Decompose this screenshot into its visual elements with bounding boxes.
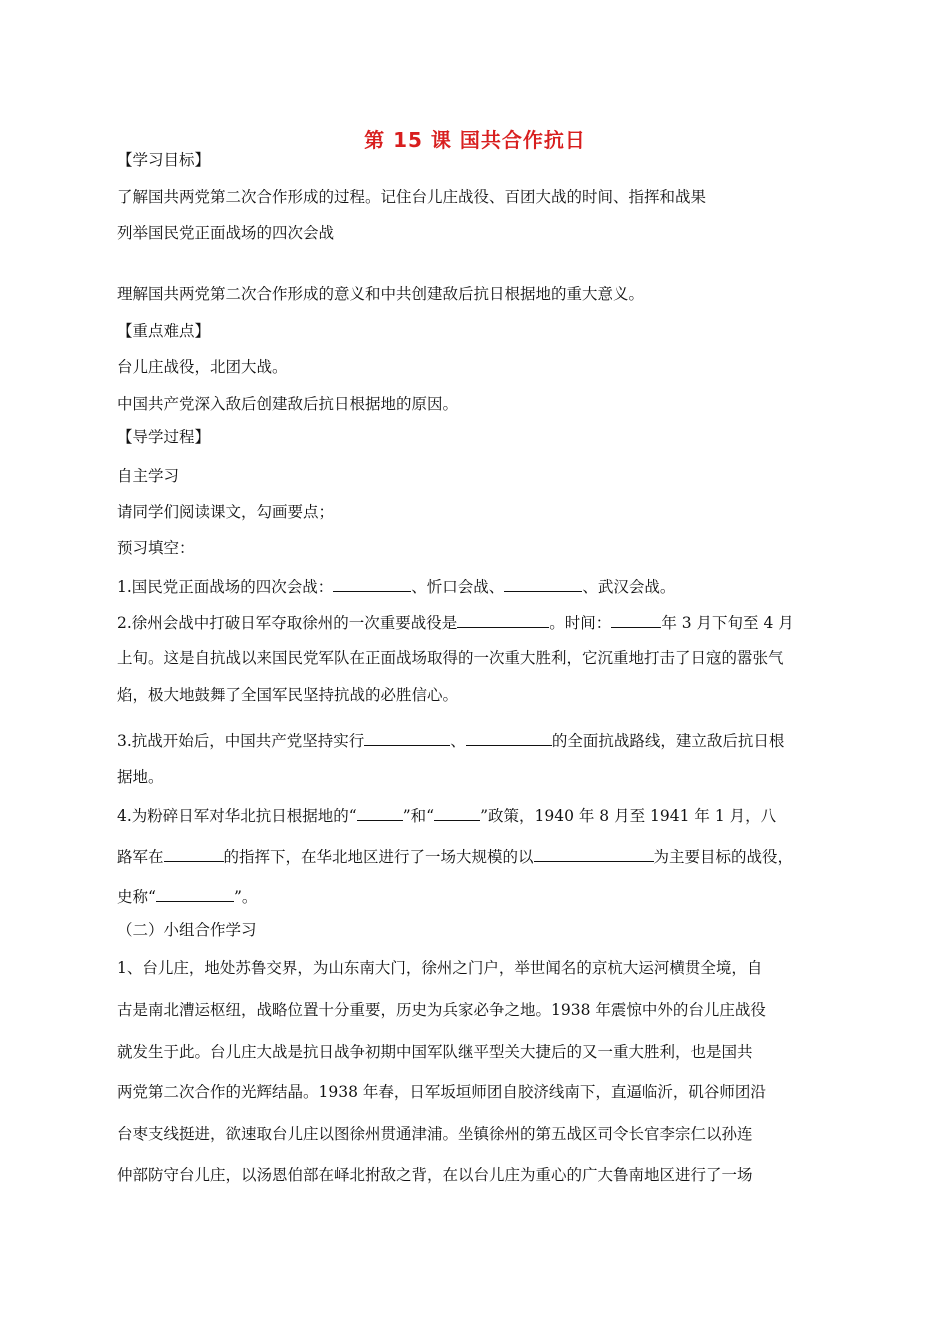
section-heading-key-points: 【重点难点】 [117,322,211,340]
fill-blank[interactable] [364,729,450,746]
question-3-line-1: 3.抗战开始后，中国共产党坚持实行 、 的全面抗战路线，建立敌后抗日根 [117,729,847,751]
self-study-heading: 自主学习 [117,467,180,485]
paragraph-line-5: 台枣支线挺进，欲速取台儿庄以图徐州贯通津浦。坐镇徐州的第五战区司令长官李宗仁以孙连 [117,1125,753,1143]
question-4-line-2: 路军在 的指挥下，在华北地区进行了一场大规模的以 为主要目标的战役， [117,845,847,867]
section-heading-objectives: 【学习目标】 [117,151,211,169]
fill-blank[interactable] [156,885,234,902]
fill-blank[interactable] [434,804,480,821]
objective-line-2: 列举国民党正面战场的四次会战 [117,224,335,242]
fill-blank[interactable] [457,611,549,628]
paragraph-line-6: 仲部防守台儿庄，以汤恩伯部在峄北拊敌之背，在以台儿庄为重心的广大鲁南地区进行了一场 [117,1166,753,1184]
fill-blank[interactable] [466,729,552,746]
preview-fill-heading: 预习填空： [117,539,195,557]
question-1: 1.国民党正面战场的四次会战： 、忻口会战、 、武汉会战。 [117,575,847,597]
instruction-line: 请同学们阅读课文，勾画要点； [117,503,335,521]
question-2-line-3: 焰，极大地鼓舞了全国军民坚持抗战的必胜信心。 [117,686,459,704]
fill-blank[interactable] [534,845,654,862]
paragraph-line-3: 就发生于此。台儿庄大战是抗日战争初期中国军队继平型关大捷后的又一重大胜利，也是国共 [117,1043,753,1061]
fill-blank[interactable] [504,575,582,592]
paragraph-line-2: 古是南北漕运枢纽，战略位置十分重要，历史为兵家必争之地。1938 年震惊中外的台儿庄战役 [117,1001,766,1019]
paragraph-line-1: 1、台儿庄，地处苏鲁交界，为山东南大门，徐州之门户，举世闻名的京杭大运河横贯全境，自 [117,959,763,977]
question-3-line-2: 据地。 [117,768,164,786]
fill-blank[interactable] [611,611,661,628]
section-heading-process: 【导学过程】 [117,428,211,446]
fill-blank[interactable] [164,845,224,862]
key-point-1: 台儿庄战役，北团大战。 [117,358,288,376]
objective-line-3: 理解国共两党第二次合作形成的意义和中共创建敌后抗日根据地的重大意义。 [117,285,645,303]
fill-blank[interactable] [333,575,411,592]
question-4-line-3: 史称“ ”。 [117,885,847,907]
fill-blank[interactable] [357,804,403,821]
question-4-line-1: 4.为粉碎日军对华北抗日根据地的“ ”和“ ”政策，1940 年 8 月至 1941 年 1 月，八 [117,804,847,826]
group-study-heading: （二）小组合作学习 [117,921,257,939]
paragraph-line-4: 两党第二次合作的光辉结晶。1938 年春，日军坂垣师团自胶济线南下，直逼临沂，矶谷师团沿 [117,1083,766,1101]
question-2-line-1: 2.徐州会战中打破日军夺取徐州的一次重要战役是 。时间： 年 3 月下旬至 4 月 [117,611,847,633]
objective-line-1: 了解国共两党第二次合作形成的过程。记住台儿庄战役、百团大战的时间、指挥和战果 [117,188,707,206]
lesson-title: 第 15 课 国共合作抗日 [364,128,586,152]
question-2-line-2: 上旬。这是自抗战以来国民党军队在正面战场取得的一次重大胜利，它沉重地打击了日寇的嚣张气 [117,649,784,667]
key-point-2: 中国共产党深入敌后创建敌后抗日根据地的原因。 [117,395,459,413]
